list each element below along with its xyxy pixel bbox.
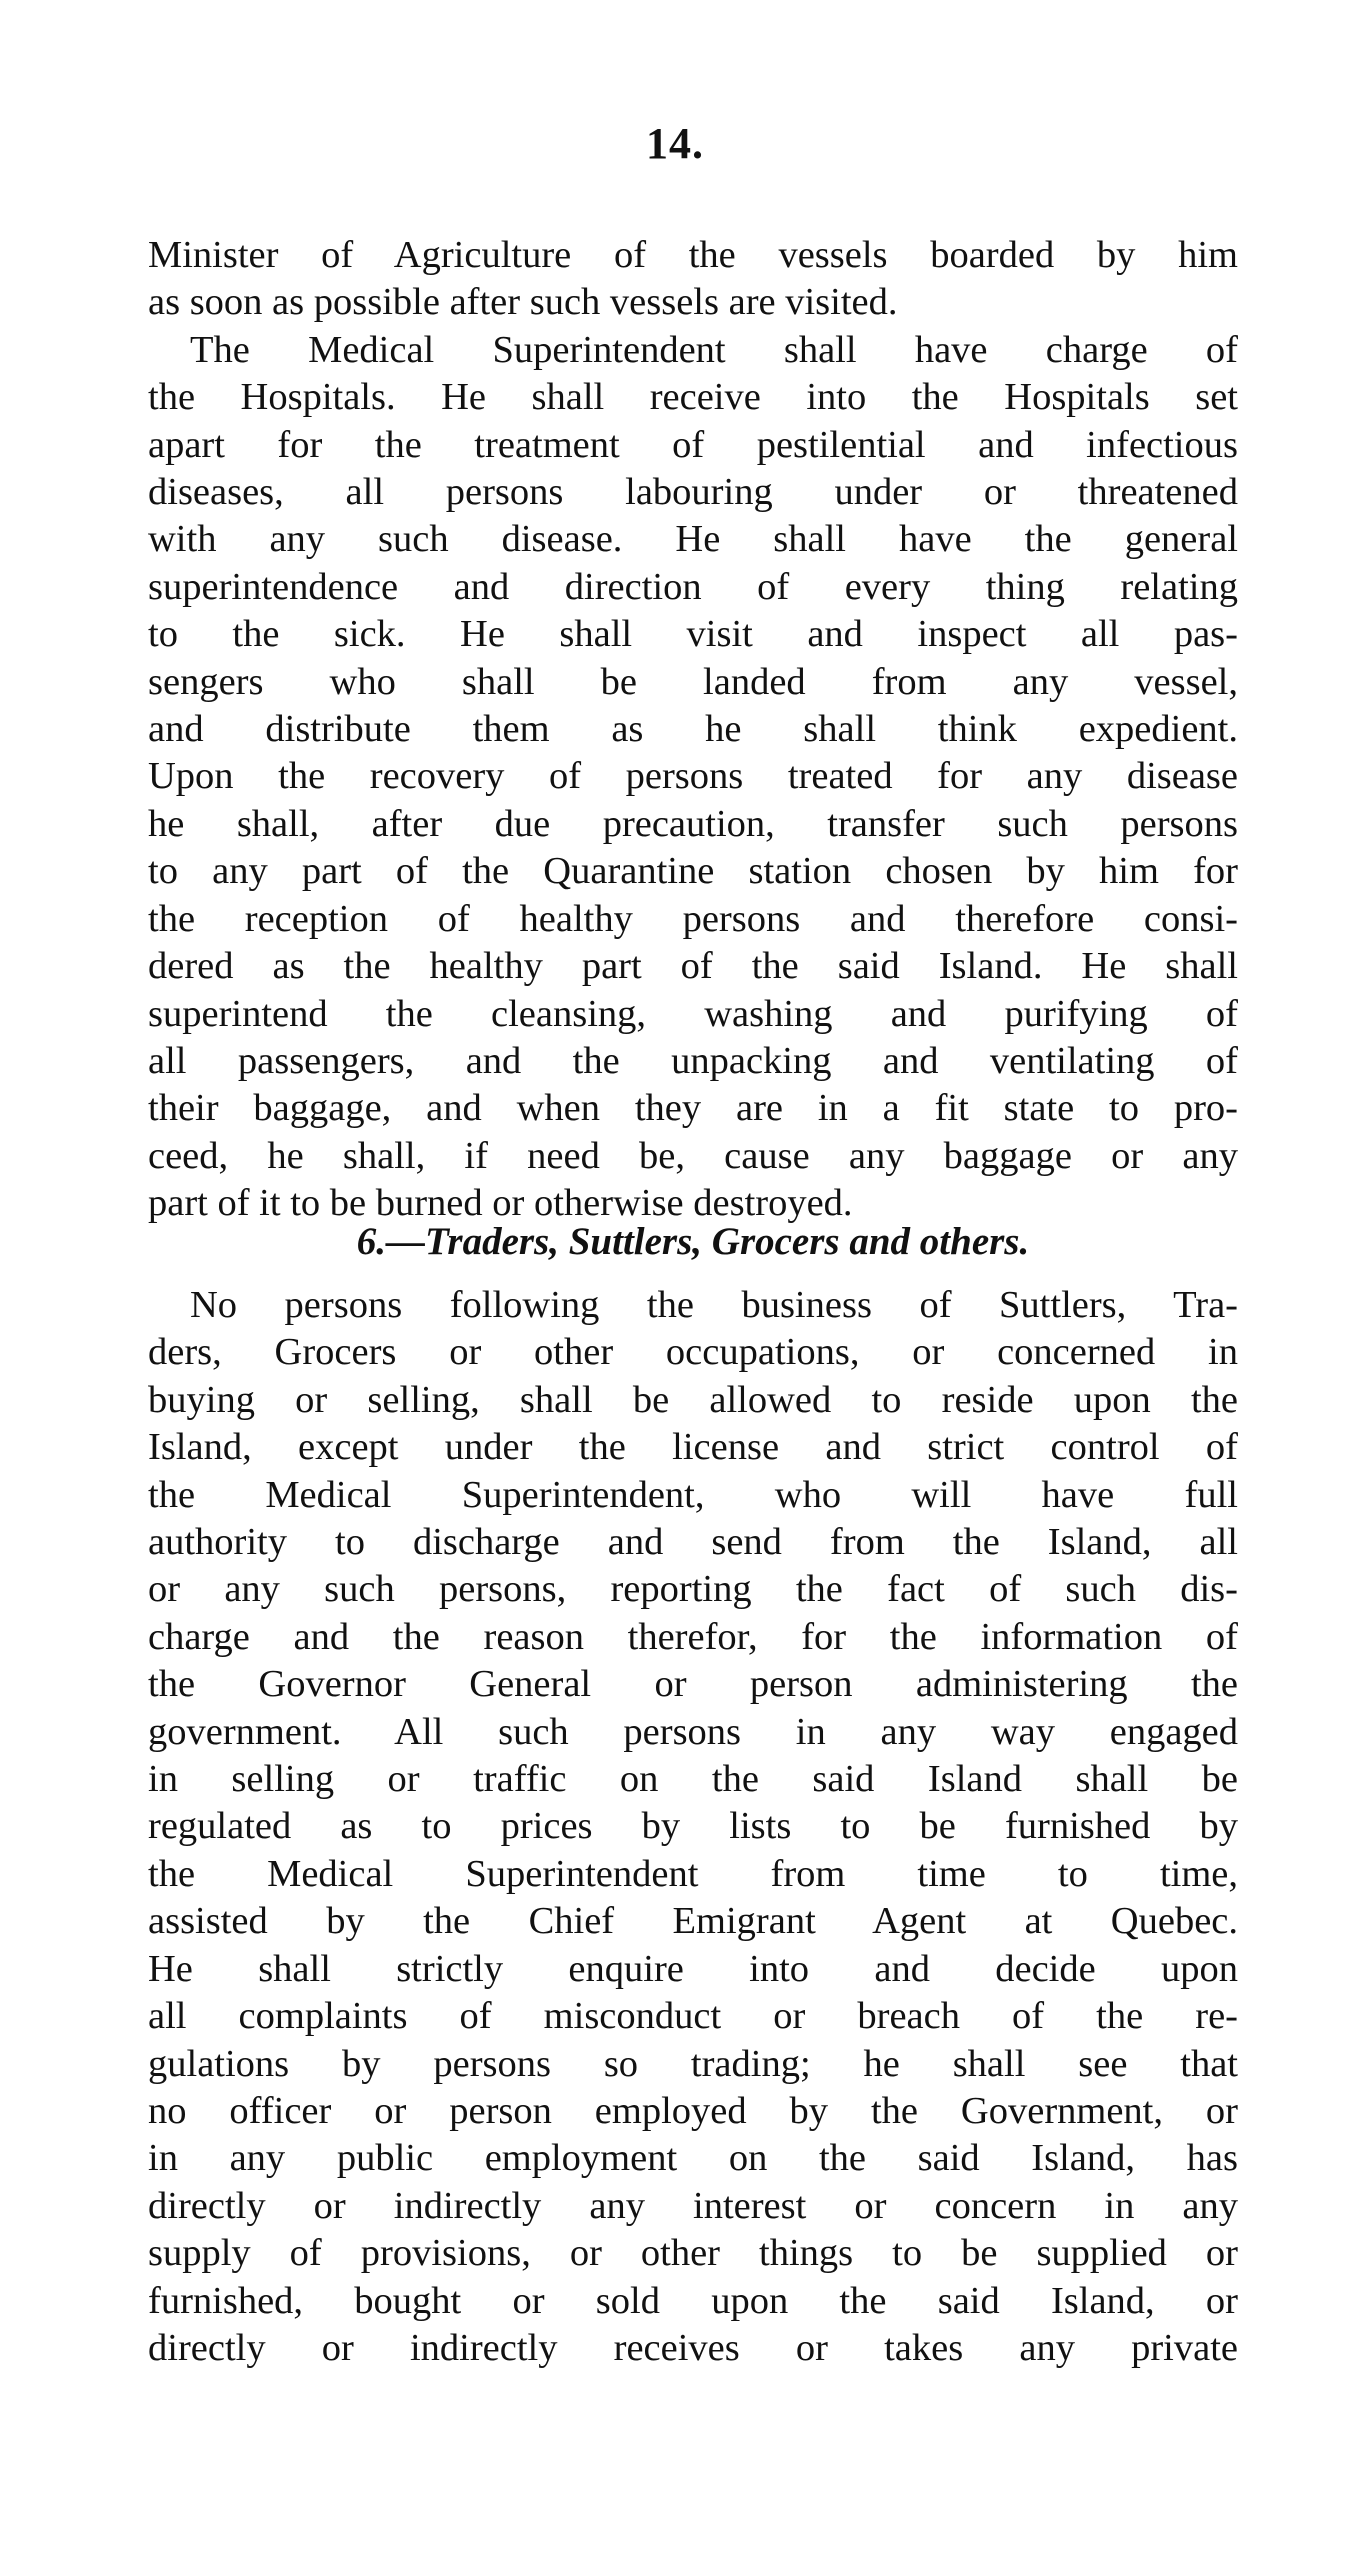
paragraph-3 (148, 1282, 1238, 2372)
text-line: the Medical Superintendent from time to time, (148, 1852, 1238, 1895)
text-line: in any public employment on the said Island, has (148, 2137, 1238, 2180)
text-line: to the sick. He shall visit and inspect all pas- (148, 613, 1238, 656)
text-line: sengers who shall be landed from any vessel, (148, 660, 1238, 703)
text-line: all complaints of misconduct or breach of the re- (148, 1995, 1238, 2038)
page-number: 14. (646, 119, 704, 168)
text-line: buying or selling, shall be allowed to reside upon the (148, 1378, 1238, 1421)
text-line: The Medical Superintendent shall have charge of (190, 328, 1238, 371)
text-line: superintend the cleansing, washing and purifying of (148, 992, 1238, 1035)
text-line: No persons following the business of Suttlers, Tra- (190, 1284, 1238, 1326)
text-line: ceed, he shall, if need be, cause any baggage or any (148, 1134, 1238, 1177)
text-line: government. All such persons in any way engaged (148, 1710, 1238, 1753)
text-line: the Hospitals. He shall receive into the Hospitals set (148, 376, 1238, 419)
text-line: assisted by the Chief Emigrant Agent at Quebec. (148, 1900, 1238, 1943)
text-line: the Governor General or person administering the (148, 1663, 1238, 1706)
text-line: regulated as to prices by lists to be furnished by (148, 1805, 1238, 1848)
text-line: their baggage, and when they are in a fit state to pro- (148, 1087, 1238, 1130)
text-line: authority to discharge and send from the Island, all (148, 1521, 1238, 1564)
text-line: supply of provisions, or other things to be supplied or (148, 2232, 1238, 2275)
paragraph-2 (148, 327, 1238, 1228)
text-line: he shall, after due precaution, transfer such persons (148, 802, 1238, 845)
section-heading: 6.—Traders, Suttlers, Grocers and others. (356, 1220, 1030, 1263)
lower-text-block (148, 1282, 1238, 2372)
text-line: charge and the reason therefor, for the information of (148, 1615, 1238, 1658)
text-line: in selling or traffic on the said Island shall be (148, 1758, 1238, 1801)
text-line: as soon as possible after such vessels are visited. (148, 281, 898, 324)
paragraph-1 (148, 232, 1238, 327)
text-line: directly or indirectly any interest or concern in any (148, 2184, 1238, 2227)
text-line: with any such disease. He shall have the general (148, 518, 1238, 561)
text-line: apart for the treatment of pestilential and infectious (148, 423, 1238, 466)
text-line: dered as the healthy part of the said Island. He shall (148, 945, 1238, 988)
text-line: Island, except under the license and strict control of (148, 1426, 1238, 1469)
text-line: the Medical Superintendent, who will have full (148, 1473, 1238, 1516)
text-line: part of it to be burned or otherwise destroyed. (148, 1182, 853, 1225)
text-line: Upon the recovery of persons treated for any disease (148, 755, 1238, 798)
text-line: superintendence and direction of every thing relating (148, 565, 1238, 608)
text-line: furnished, bought or sold upon the said Island, or (148, 2279, 1238, 2322)
text-line: ders, Grocers or other occupations, or concerned in (148, 1331, 1238, 1374)
text-line: Minister of Agriculture of the vessels boarded by him (148, 234, 1238, 276)
text-line: no officer or person employed by the Government, or (148, 2089, 1238, 2132)
text-line: to any part of the Quarantine station chosen by him for (148, 850, 1238, 893)
text-line: directly or indirectly receives or takes any private (148, 2326, 1238, 2369)
text-line: gulations by persons so trading; he shall see that (148, 2042, 1238, 2085)
text-line: and distribute them as he shall think expedient. (148, 708, 1238, 751)
text-line: diseases, all persons labouring under or threatened (148, 471, 1238, 514)
text-line: He shall strictly enquire into and decide upon (148, 1947, 1238, 1990)
text-line: all passengers, and the unpacking and ventilating of (148, 1039, 1238, 1082)
upper-text-block (148, 232, 1238, 1228)
text-line: or any such persons, reporting the fact of such dis- (148, 1568, 1238, 1611)
text-line: the reception of healthy persons and therefore consi- (148, 897, 1238, 940)
